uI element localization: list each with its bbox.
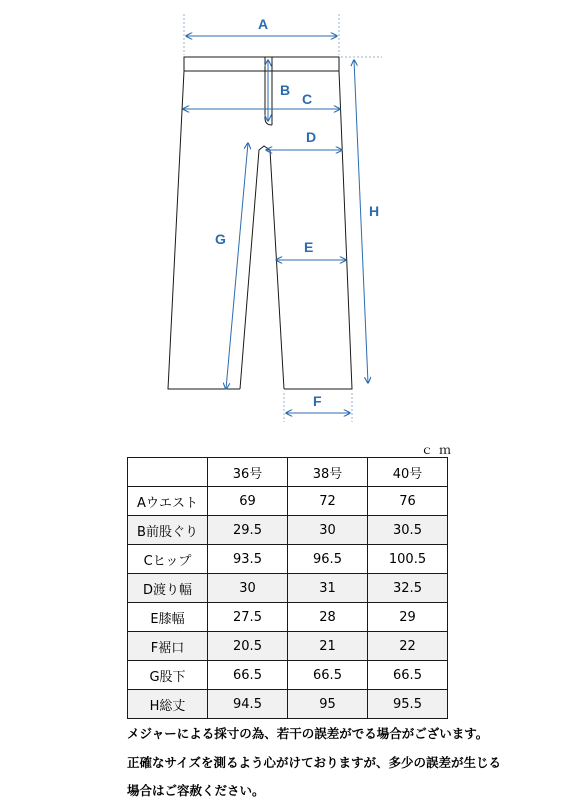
left-leg-outer xyxy=(168,71,240,389)
row-label: E膝幅 xyxy=(128,603,208,632)
table-cell: 95 xyxy=(288,690,368,719)
table-cell: 21 xyxy=(288,632,368,661)
table-row xyxy=(128,545,448,574)
table-header-row xyxy=(128,458,448,487)
waistband xyxy=(184,57,339,71)
table-header-cell xyxy=(128,458,208,487)
table-cell: 30.5 xyxy=(368,516,448,545)
table-cell: 30 xyxy=(208,574,288,603)
table-cell: 72 xyxy=(288,487,368,516)
table-row xyxy=(128,632,448,661)
table-cell: 20.5 xyxy=(208,632,288,661)
table-row xyxy=(128,690,448,719)
unit-label: ｃｍ xyxy=(421,443,458,457)
pants-outline xyxy=(168,57,352,389)
row-label: B前股ぐり xyxy=(128,516,208,545)
table-row xyxy=(128,487,448,516)
dim-h-line xyxy=(354,60,368,383)
dim-a-label: A xyxy=(258,16,269,32)
table-cell: 95.5 xyxy=(368,690,448,719)
table-cell: 69 xyxy=(208,487,288,516)
table-cell: 29.5 xyxy=(208,516,288,545)
table-cell: 76 xyxy=(368,487,448,516)
row-label: Aウエスト xyxy=(128,487,208,516)
size-table xyxy=(127,457,448,719)
table-cell: 29 xyxy=(368,603,448,632)
note-line-3: 場合はご容赦ください。 xyxy=(127,783,265,798)
dim-c-label: C xyxy=(302,91,313,107)
table-cell: 96.5 xyxy=(288,545,368,574)
crotch-inner xyxy=(240,146,284,389)
dim-f-label: F xyxy=(313,393,322,409)
note-line-2: 正確なサイズを測るよう心がけておりますが、多少の誤差が生じる xyxy=(127,755,502,770)
table-row xyxy=(128,574,448,603)
table-cell: 30 xyxy=(288,516,368,545)
right-leg-outer xyxy=(284,71,352,389)
table-row xyxy=(128,603,448,632)
table-cell: 66.5 xyxy=(368,661,448,690)
table-header-cell: 40号 xyxy=(368,458,448,487)
table-header-cell: 36号 xyxy=(208,458,288,487)
table-row xyxy=(128,661,448,690)
table-cell: 66.5 xyxy=(288,661,368,690)
row-label: H総丈 xyxy=(128,690,208,719)
dim-e-label: E xyxy=(304,239,314,255)
guide-lines xyxy=(184,14,382,422)
table-row xyxy=(128,516,448,545)
row-label: F裾口 xyxy=(128,632,208,661)
row-label: G股下 xyxy=(128,661,208,690)
row-label: D渡り幅 xyxy=(128,574,208,603)
table-cell: 100.5 xyxy=(368,545,448,574)
dim-d-label: D xyxy=(306,129,317,145)
table-cell: 93.5 xyxy=(208,545,288,574)
table-cell: 94.5 xyxy=(208,690,288,719)
dim-g-line xyxy=(226,143,248,389)
dim-h-label: H xyxy=(369,203,380,219)
table-cell: 27.5 xyxy=(208,603,288,632)
table-cell: 32.5 xyxy=(368,574,448,603)
table-cell: 28 xyxy=(288,603,368,632)
dim-b-label: B xyxy=(280,82,291,98)
table-cell: 66.5 xyxy=(208,661,288,690)
row-label: Cヒップ xyxy=(128,545,208,574)
note-line-1: メジャーによる採寸の為、若干の誤差がでる場合がございます。 xyxy=(127,726,489,741)
dim-g-label: G xyxy=(215,231,226,247)
table-header-cell: 38号 xyxy=(288,458,368,487)
table-cell: 31 xyxy=(288,574,368,603)
table-cell: 22 xyxy=(368,632,448,661)
